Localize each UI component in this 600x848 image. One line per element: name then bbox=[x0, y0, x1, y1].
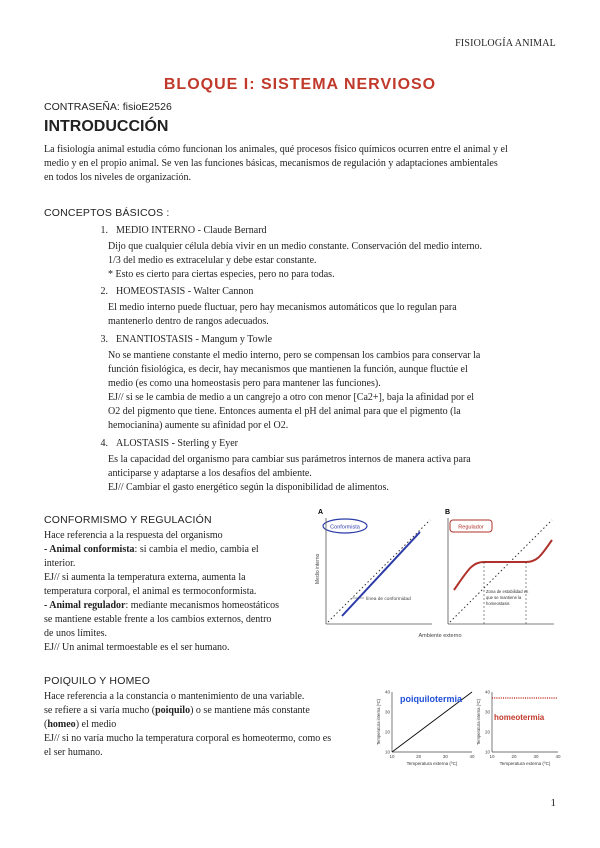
intro-paragraph bbox=[44, 143, 508, 185]
concept-line: Dijo que cualquier célula debía vivir en un medio constante. Conservación del medio interno. bbox=[108, 241, 483, 252]
page-title: BLOQUE I: SISTEMA NERVIOSO bbox=[163, 76, 437, 93]
zone-label-line: que se mantiene la bbox=[486, 595, 522, 600]
intro-heading: INTRODUCCIÓN bbox=[44, 118, 169, 135]
text-line: EJ// si no varía mucho la temperatura corporal es homeotermo, como es bbox=[44, 733, 332, 744]
text-span: ) o se mantiene más constante bbox=[190, 705, 310, 716]
list-number: 1. bbox=[100, 225, 108, 236]
x-tick-label: 40 bbox=[555, 754, 561, 759]
chart-title: homeotermia bbox=[494, 713, 545, 722]
zone-label-line: Zona de estabilidad en bbox=[486, 589, 529, 594]
intro-line: medio y en el propio animal. Se ven las funciones básicas, mecanismos de regulación y adaptaciones ambientales bbox=[44, 158, 498, 169]
x-tick-label: 10 bbox=[389, 754, 395, 759]
y-tick-label: 20 bbox=[384, 729, 390, 735]
text-line: temperatura corporal, el animal es termoconformista. bbox=[44, 586, 257, 597]
x-axis-label: Temperatura externa (ºC) bbox=[499, 761, 551, 766]
concept-line: anticiparse y adaptarse a los desafíos del ambiente. bbox=[108, 468, 312, 479]
concept-item bbox=[88, 285, 558, 329]
panel-label-a: A bbox=[318, 509, 324, 516]
concept-line: EJ// si se le cambia de medio a un cangrejo a otro con menor [Ca2+], baja la afinidad por el bbox=[108, 392, 475, 403]
list-number: 4. bbox=[100, 438, 108, 449]
term: homeo bbox=[47, 719, 76, 730]
intro-line: en todos los niveles de organización. bbox=[44, 172, 192, 183]
chart-title: poiquilotermia bbox=[400, 694, 463, 704]
concept-item bbox=[88, 224, 558, 282]
conform-regulator-figure bbox=[312, 504, 558, 640]
concept-line: 1/3 del medio es extracelular y debe estar constante. bbox=[108, 255, 317, 266]
poiquilo-heading: POIQUILO Y HOMEO bbox=[44, 675, 151, 687]
text-line: Hace referencia a la constancia o mantenimiento de una variable. bbox=[44, 691, 305, 702]
concept-item bbox=[88, 333, 558, 433]
text-span: ) el medio bbox=[75, 719, 117, 730]
concept-line: EJ// Cambiar el gasto energético según la disponibilidad de alimentos. bbox=[108, 482, 389, 493]
concept-title: MEDIO INTERNO - Claude Bernard bbox=[116, 225, 267, 236]
concepts-heading: CONCEPTOS BÁSICOS : bbox=[44, 207, 170, 219]
y-tick-label: 10 bbox=[484, 749, 490, 755]
text-line: EJ// Un animal termoestable es el ser humano. bbox=[44, 642, 230, 653]
y-axis-label: Temperatura interna (ºC) bbox=[476, 699, 481, 745]
term: - Animal regulador bbox=[44, 600, 126, 611]
concept-line: hemocianina) aumente su afinidad por el O2. bbox=[108, 420, 289, 431]
running-header: FISIOLOGÍA ANIMAL bbox=[455, 38, 556, 49]
term: - Animal conformista bbox=[44, 544, 135, 555]
x-tick-label: 30 bbox=[533, 754, 539, 759]
concept-item bbox=[88, 437, 558, 495]
x-axis-label: Temperatura externa (ºC) bbox=[406, 761, 458, 766]
y-tick-label: 40 bbox=[484, 689, 490, 695]
concept-line: Es la capacidad del organismo para cambiar sus parámetros internos de manera activa para bbox=[108, 454, 471, 465]
x-tick-label: 20 bbox=[511, 754, 517, 759]
y-tick-label: 20 bbox=[484, 729, 490, 735]
text-span: ( bbox=[44, 719, 48, 730]
password-line: CONTRASEÑA: fisioE2526 bbox=[44, 101, 172, 113]
text-line: interior. bbox=[44, 558, 76, 569]
text-line bbox=[44, 704, 374, 718]
x-tick-label: 30 bbox=[442, 754, 448, 759]
list-number: 3. bbox=[100, 334, 108, 345]
concept-line: No se mantiene constante el medio interno, pero se compensan los cambios para conservar la bbox=[108, 350, 481, 361]
text-span: se refiere a si varía mucho ( bbox=[44, 705, 156, 716]
homeotermia-chart bbox=[478, 686, 564, 768]
concept-line: * Esto es cierto para ciertas especies, pero no para todas. bbox=[108, 269, 335, 280]
tag-regulador: Regulador bbox=[458, 524, 484, 531]
concept-title: ENANTIOSTASIS - Mangum y Towle bbox=[116, 334, 273, 345]
y-tick-label: 40 bbox=[384, 689, 390, 695]
y-axis-label-a: Medio interno bbox=[315, 553, 321, 584]
text-span: : mediante mecanismos homeostáticos bbox=[125, 600, 280, 611]
text-line: de unos límites. bbox=[44, 628, 108, 639]
text-line: Hace referencia a la respuesta del organismo bbox=[44, 530, 223, 541]
x-tick-label: 10 bbox=[489, 754, 495, 759]
regulator-curve bbox=[454, 540, 552, 590]
text-span: : si cambia el medio, cambia el bbox=[134, 544, 259, 555]
conformismo-heading: CONFORMISMO Y REGULACIÓN bbox=[44, 514, 212, 526]
y-tick-label: 10 bbox=[384, 749, 390, 755]
conformity-line-a bbox=[328, 520, 430, 622]
concept-title: ALOSTASIS - Sterling y Eyer bbox=[116, 438, 238, 449]
concept-title: HOMEOSTASIS - Walter Cannon bbox=[116, 286, 254, 297]
x-axis-label: Ambiente externo bbox=[418, 633, 462, 639]
conformismo-text bbox=[44, 529, 314, 655]
concept-line: medio (es como una homeostasis pero para mantener las funciones). bbox=[108, 378, 381, 389]
y-tick-label: 30 bbox=[384, 709, 390, 715]
poiquilo-text bbox=[44, 690, 374, 760]
y-axis-label: Temperatura interna (ºC) bbox=[376, 699, 381, 745]
text-line: EJ// si aumenta la temperatura externa, aumenta la bbox=[44, 572, 246, 583]
term: poiquilo bbox=[155, 705, 191, 716]
text-line bbox=[44, 599, 314, 613]
tag-conformista: Conformista bbox=[330, 524, 360, 531]
page-number: 1 bbox=[550, 797, 556, 809]
intro-line: La fisiología animal estudia cómo funcionan los animales, qué procesos físico químicos ocurren entre el animal y el bbox=[44, 144, 508, 155]
zone-label-line: homeostasis bbox=[486, 601, 510, 606]
conformer-line bbox=[342, 532, 420, 616]
text-line bbox=[44, 718, 374, 732]
concept-line: función fisiológica, es decir, hay mecanismos que mantienen la función, aunque fluctúe el bbox=[108, 364, 468, 375]
conformity-label: línea de conformidad bbox=[366, 597, 411, 602]
y-tick-label: 30 bbox=[484, 709, 490, 715]
list-number: 2. bbox=[100, 286, 108, 297]
concept-line: O2 del pigmento que tiene. Entonces aumenta el pH del animal para que el pigmento (la bbox=[108, 406, 461, 417]
poiquilotermia-chart bbox=[370, 686, 478, 768]
text-line: se mantiene estable frente a los cambios externos, dentro bbox=[44, 614, 272, 625]
panel-label-b: B bbox=[445, 509, 451, 516]
x-tick-label: 40 bbox=[469, 754, 475, 759]
text-line: el ser humano. bbox=[44, 747, 103, 758]
concept-line: mantenerlo dentro de rangos adecuados. bbox=[108, 316, 269, 327]
text-line bbox=[44, 543, 314, 557]
x-tick-label: 20 bbox=[416, 754, 422, 759]
concept-line: El medio interno puede fluctuar, pero hay mecanismos automáticos que lo regulan para bbox=[108, 302, 457, 313]
